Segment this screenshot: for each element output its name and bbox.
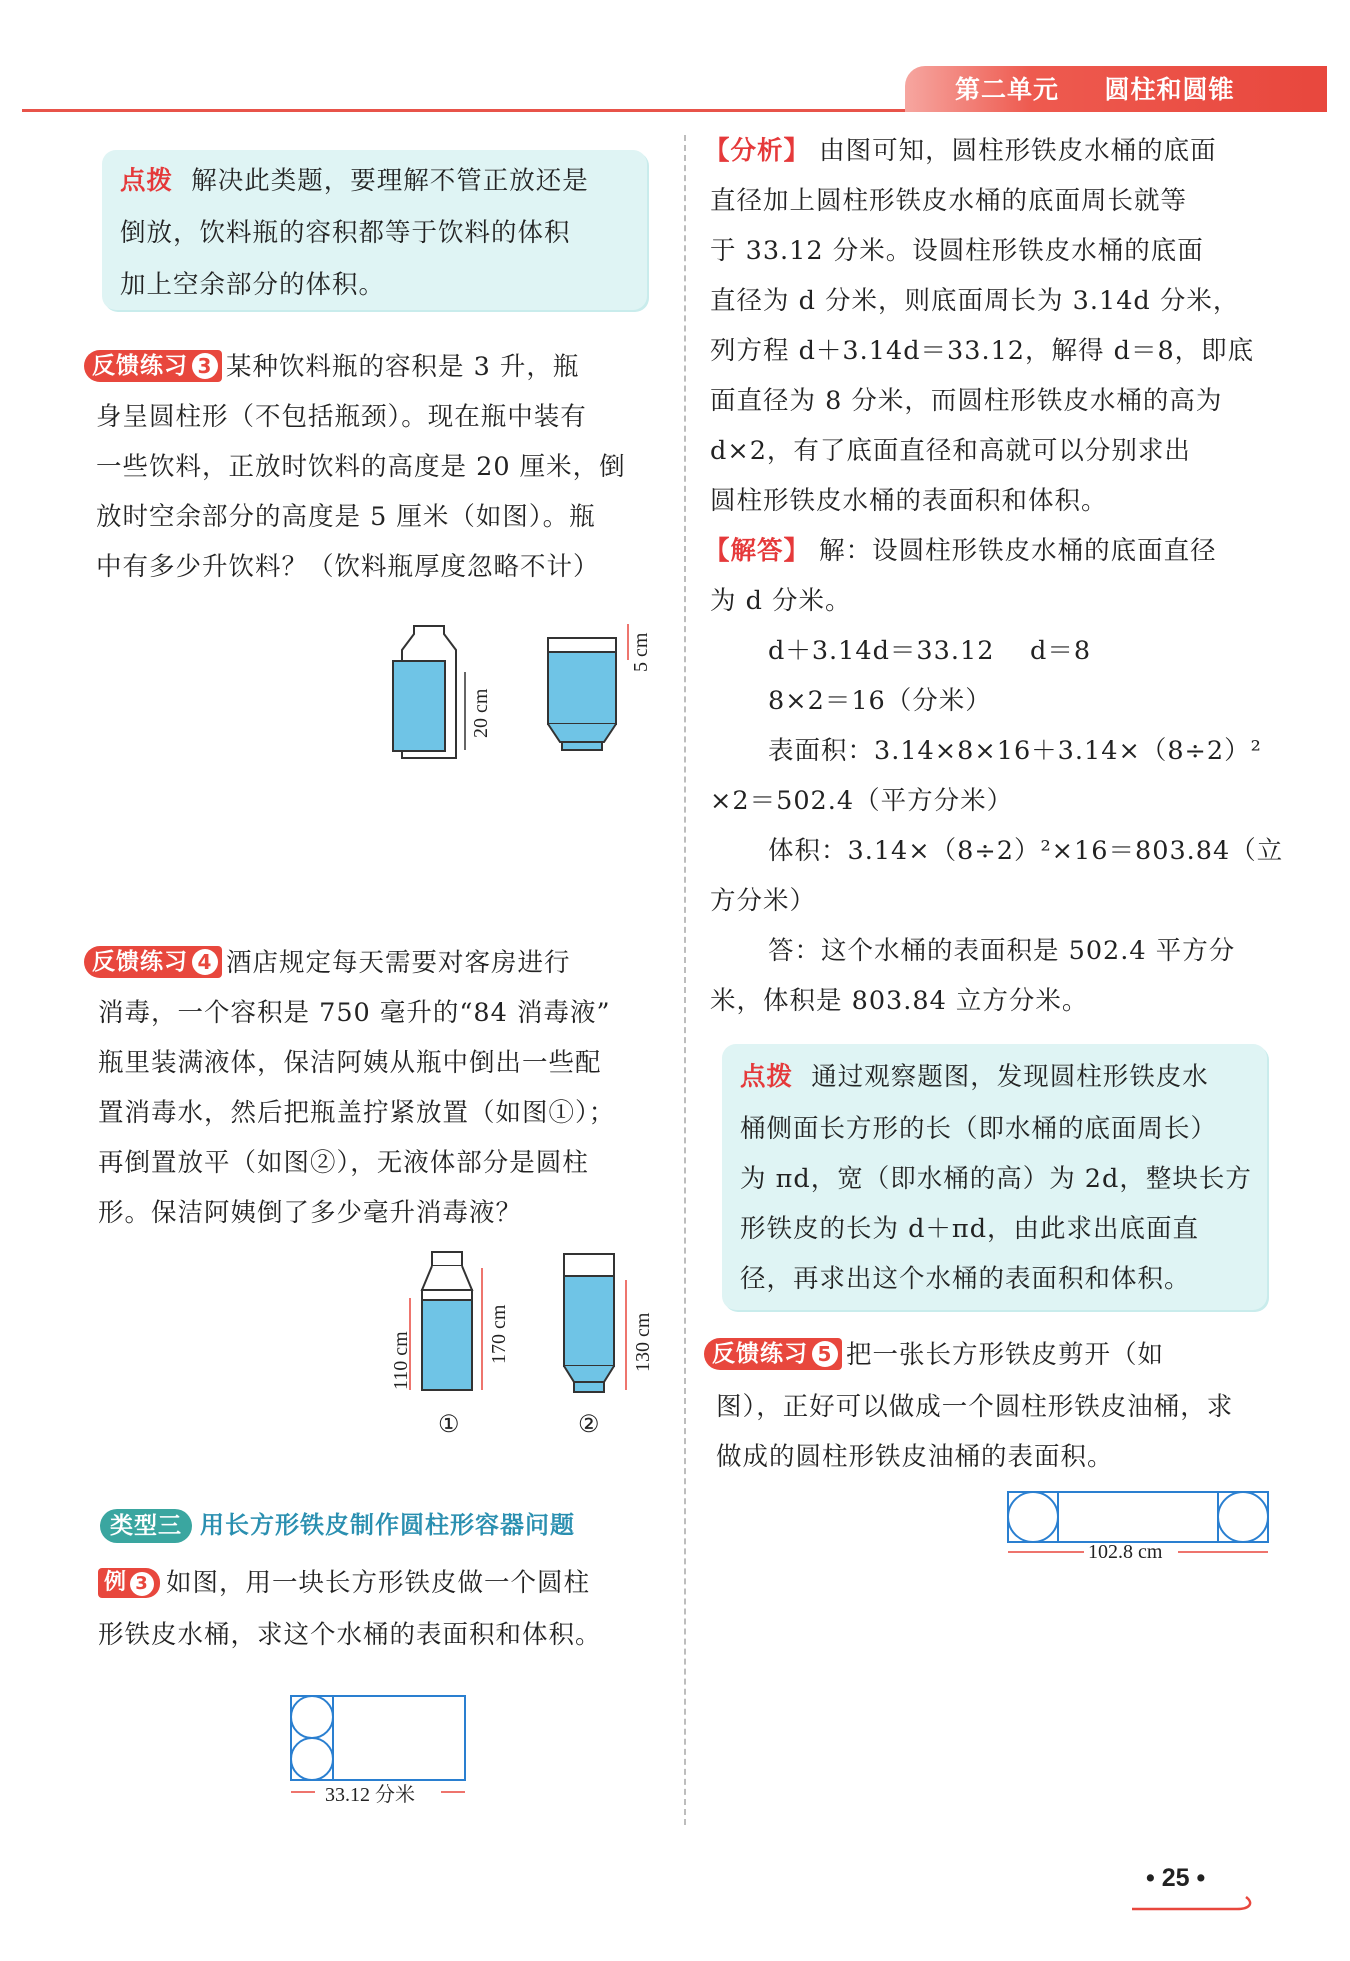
answer-line-5: ×2＝502.4（平方分米） [710,786,1014,816]
ex3-badge: 反馈练习 3 [84,350,222,382]
analysis-line-0: 【分析】 由图可知，圆柱形铁皮水桶的底面 [704,136,1217,166]
ex4-label-130: 130 cm [632,1312,654,1372]
analysis-line-6: d×2，有了底面直径和高就可以分别求出 [710,436,1191,466]
analysis-line-5: 面直径为 8 分米，而圆柱形铁皮水桶的高为 [710,386,1223,416]
example3-line-1: 形铁皮水桶，求这个水桶的表面积和体积。 [98,1620,602,1650]
ex3-bottle-figure [380,620,660,760]
answer-line-6: 体积：3.14×（8÷2）²×16＝803.84（立 [768,836,1284,866]
ex4-caption-2: ② [578,1412,600,1438]
ex5-badge: 反馈练习 5 [704,1338,842,1370]
ex4-caption-1: ① [438,1412,460,1438]
answer-line-9: 米，体积是 803.84 立方分米。 [710,986,1089,1016]
tip2-line-0: 点拨 通过观察题图，发现圆柱形铁皮水 [740,1062,1209,1092]
ex4-label-170: 170 cm [488,1304,510,1364]
ex4-line-0: 反馈练习 4 酒店规定每天需要对客房进行 [84,938,571,988]
ex3-line-0: 反馈练习 3 某种饮料瓶的容积是 3 升，瓶 [84,342,579,392]
ex4-line-3: 置消毒水，然后把瓶盖拧紧放置（如图①）； [98,1098,616,1128]
answer-label: 【解答】 [704,536,811,566]
tip2-line-2: 为 πd，宽（即水桶的高）为 2d，整块长方 [740,1164,1252,1194]
ex4-badge: 反馈练习 4 [84,946,222,978]
ex5-line-1: 图），正好可以做成一个圆柱形铁皮油桶，求 [716,1392,1234,1422]
answer-line-7: 方分米） [710,886,817,916]
ex4-line-5: 形。保洁阿姨倒了多少毫升消毒液？ [98,1198,523,1228]
answer-line-2: d＋3.14d＝33.12 d＝8 [768,636,1092,666]
ex3-line-4: 中有多少升饮料？（饮料瓶厚度忽略不计） [96,552,600,582]
ex4-line-1: 消毒，一个容积是 750 毫升的“84 消毒液” [98,998,611,1028]
ex3-label-5cm: 5 cm [630,632,652,672]
tip2-line-1: 桶侧面长方形的长（即水桶的底面周长） [740,1114,1218,1144]
example3-label: 33.12 分米 [325,1784,415,1806]
ex4-label-110: 110 cm [390,1331,412,1390]
page-number-underline [1132,1893,1257,1913]
topic-label: 圆柱和圆锥 [1104,75,1235,104]
answer-line-1: 为 d 分米。 [710,586,852,616]
tip2-line-4: 径，再求出这个水桶的表面积和体积。 [740,1264,1191,1294]
unit-label: 第二单元 [955,75,1060,104]
type3-title: 用长方形铁皮制作圆柱形容器问题 [200,1511,575,1539]
tip2-line-3: 形铁皮的长为 d＋πd，由此求出底面直 [740,1214,1200,1244]
answer-line-3: 8×2＝16（分米） [768,686,992,716]
type3-heading [100,1500,575,1550]
answer-line-8: 答：这个水桶的表面积是 502.4 平方分 [768,936,1236,966]
ex4-line-4: 再倒置放平（如图②），无液体部分是圆柱 [98,1148,589,1178]
analysis-label: 【分析】 [704,136,811,166]
analysis-line-2: 于 33.12 分米。设圆柱形铁皮水桶的底面 [710,236,1204,266]
ex4-bottle-figure [380,1250,660,1410]
tip2-label: 点拨 [740,1062,794,1092]
tip1-line-1: 倒放，饮料瓶的容积都等于饮料的体积 [120,218,571,248]
example3-badge: 例 3 [98,1568,160,1598]
analysis-line-4: 列方程 d＋3.14d＝33.12，解得 d＝8，即底 [710,336,1255,366]
ex5-line-2: 做成的圆柱形铁皮油桶的表面积。 [716,1442,1114,1472]
tip1-label: 点拨 [120,166,174,196]
analysis-line-1: 直径加上圆柱形铁皮水桶的底面周长就等 [710,186,1188,216]
header-title [955,70,1234,106]
tip1-line-0: 点拨 解决此类题，要理解不管正放还是 [120,166,589,196]
ex3-line-2: 一些饮料，正放时饮料的高度是 20 厘米，倒 [96,452,626,482]
ex4-line-2: 瓶里装满液体，保洁阿姨从瓶中倒出一些配 [98,1048,602,1078]
ex5-line-0: 反馈练习 5 把一张长方形铁皮剪开（如 [704,1330,1164,1380]
answer-line-0: 【解答】 解：设圆柱形铁皮水桶的底面直径 [704,536,1217,566]
tip1-line-2: 加上空余部分的体积。 [120,270,386,300]
ex5-label: 102.8 cm [1088,1541,1163,1563]
ex3-line-1: 身呈圆柱形（不包括瓶颈）。现在瓶中装有 [96,402,587,432]
type3-badge: 类型三 [100,1509,192,1543]
column-divider [684,135,686,1825]
answer-line-4: 表面积：3.14×8×16＋3.14×（8÷2）² [768,736,1262,766]
analysis-line-3: 直径为 d 分米，则底面周长为 3.14d 分米， [710,286,1240,316]
example3-line-0: 例 3 如图，用一块长方形铁皮做一个圆柱 [98,1558,590,1608]
ex3-line-3: 放时空余部分的高度是 5 厘米（如图）。瓶 [96,502,596,532]
analysis-line-7: 圆柱形铁皮水桶的表面积和体积。 [710,486,1108,516]
ex3-label-20cm: 20 cm [470,688,492,738]
page-number: • 25 • [1146,1864,1206,1892]
